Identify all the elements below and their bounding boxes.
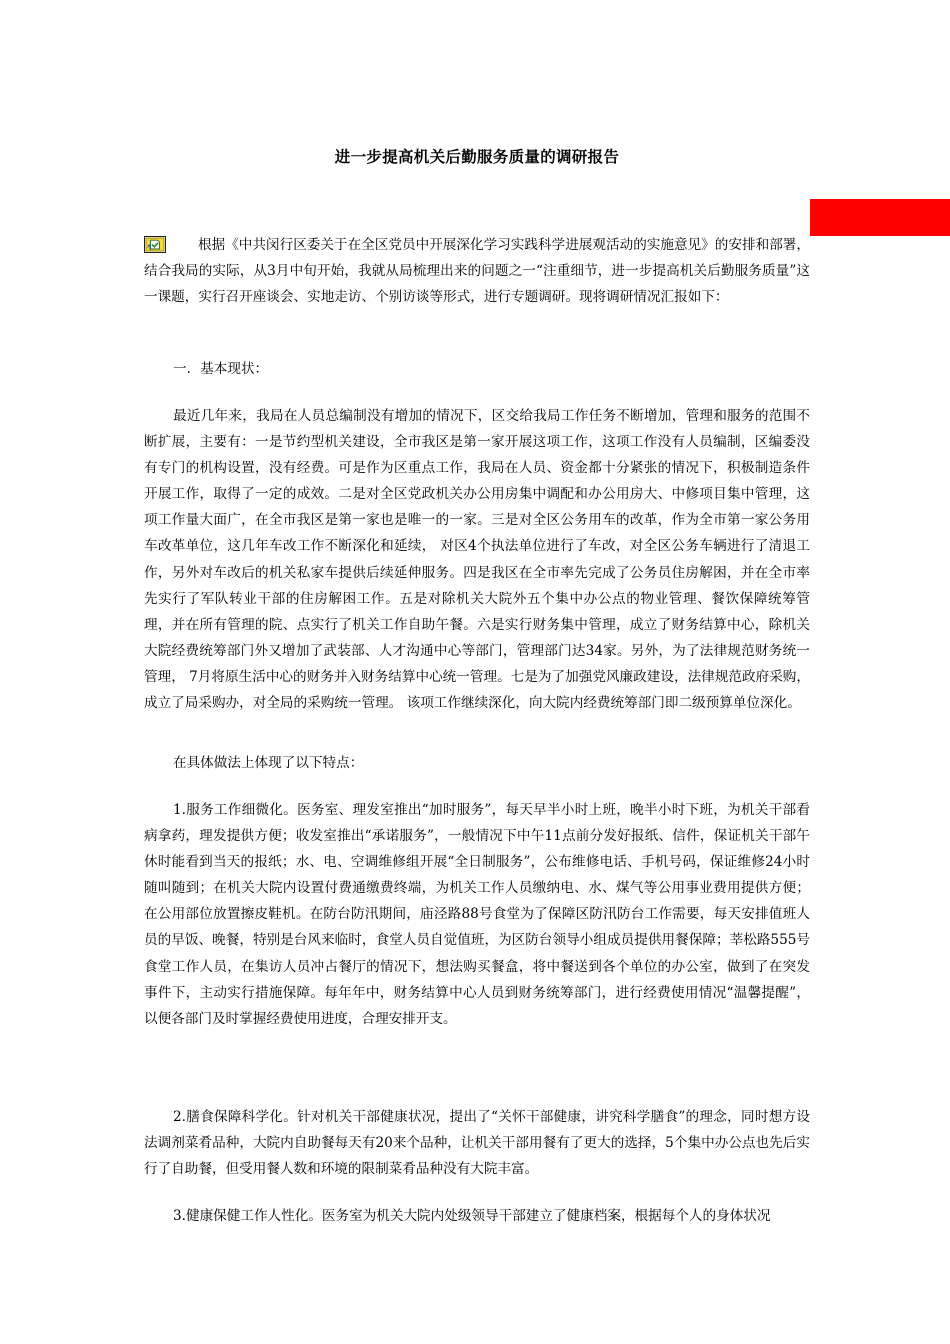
section-heading-current-status: 一．基本现状：: [173, 361, 269, 377]
paragraph-features-intro: 在具体做法上体现了以下特点：: [173, 755, 364, 771]
paragraph-current-status: 最近几年来，我局在人员总编制没有增加的情况下，区交给我局工作任务不断增加，管理和服务的范围不断扩展，主要有：一是节约型机关建设，全市我区是第一家开展这项工作，这项工作没有人员编制，区编委没有专门的机构设置，没有经费。可是作为区重点工作，我局在人员、资金都十分紧张的情况下，积极制造条件开展工作，取得了一定的成效。二是对全区党政机关办公用房集中调配和办公用房大、中修项目集中管理，这项工作量大面广，在全市我区是第一家也是唯一的一家。三是对全区公务用车的改革，作为全市第一家公务用车改革单位，这几年车改工作不断深化和延续， 对区4个执法单位进行了车改，对全区公务车辆进行了清退工作，另外对车改后的机关私家车提供后续延伸服务。四是我区在全市率先完成了公务员住房解困，并在全市率先实行了军队转业干部的住房解困工作。五是对除机关大院外五个集中办公点的物业管理、餐饮保障统筹管理，并在所有管理的院、点实行了机关工作自助午餐。六是实行财务集中管理，成立了财务结算中心，除机关大院经费统筹部门外又增加了武装部、人才沟通中心等部门，管理部门达34家。另外，为了法律规范财务统一管理， 7月将原生活中心的财务并入财务结算中心统一管理。七是为了加强党风廉政建设，法律规范政府采购，成立了局采购办，对全局的采购统一管理。 该项工作继续深化，向大院内经费统筹部门即二级预算单位深化。: [144, 408, 810, 712]
red-marker-block: [810, 199, 950, 236]
document-title: 进一步提高机关后勤服务质量的调研报告: [334, 147, 620, 166]
paragraph-feature-1: 1.服务工作细微化。医务室、理发室推出“加时服务”，每天早半小时上班，晚半小时下班，为机关干部看病拿药，理发提供方便；收发室推出“承诺服务”，一般情况下中午11点前分发好报纸、信件，保证机关干部午休时能看到当天的报纸；水、电、空调维修组开展“全日制服务”，公布维修电话、手机号码，保证维修24小时随叫随到；在机关大院内设置付费通缴费终端，为机关工作人员缴纳电、水、煤气等公用事业费用提供方便；在公用部位放置擦皮鞋机。在防台防汛期间，庙泾路88号食堂为了保障区防汛防台工作需要，每天安排值班人员的早饭、晚餐，特别是台风来临时，食堂人员自觉值班，为区防台领导小组成员提供用餐保障；莘松路555号食堂工作人员，在集访人员冲占餐厅的情况下，想法购买餐盒，将中餐送到各个单位的办公室，做到了在突发事件下，主动实行措施保障。每年年中，财务结算中心人员到财务统筹部门，进行经费使用情况“温馨提醒”，以便各部门及时掌握经费使用进度，合理安排开支。: [144, 802, 810, 1027]
paragraph-feature-2: 2.膳食保障科学化。针对机关干部健康状况，提出了“关怀干部健康，讲究科学膳食”的理念，同时想方设法调剂菜肴品种，大院内自助餐每天有20来个品种，让机关干部用餐有了更大的选择，5个集中办公点也先后实行了自助餐，但受用餐人数和环境的限制菜肴品种没有大院丰富。: [144, 1109, 810, 1178]
paragraph-feature-3: 3.健康保健工作人性化。医务室为机关大院内处级领导干部建立了健康档案，根据每个人的身体状况: [173, 1208, 771, 1224]
paragraph-intro: 根据《中共闵行区委关于在全区党员中开展深化学习实践科学进展观活动的实施意见》的安排和部署，结合我局的实际，从3月中旬开始，我就从局梳理出来的问题之一“注重细节，进一步提高机关后勤服务质量”这一课题，实行召开座谈会、实地走访、个别访谈等形式，进行专题调研。现将调研情况汇报如下：: [144, 237, 810, 306]
